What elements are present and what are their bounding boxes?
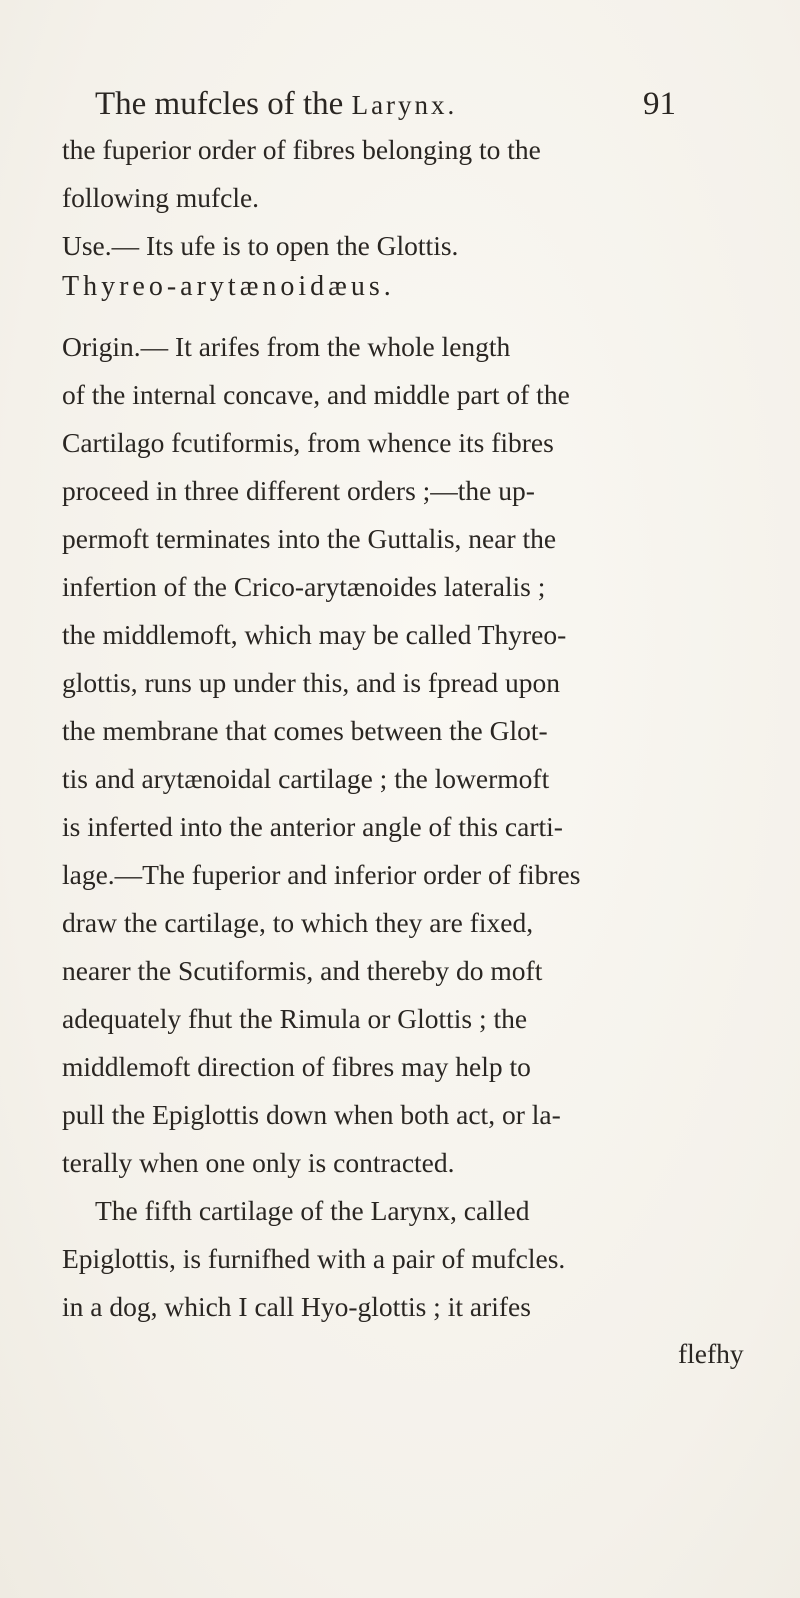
catchword: flefhy xyxy=(678,1338,744,1369)
text-line-3: Use.— Its ufe is to open the Glottis. xyxy=(62,230,459,261)
text-line-5: of the internal concave, and middle part of the xyxy=(62,379,570,410)
text-line-17: nearer the Scutiformis, and thereby do moft xyxy=(62,955,543,986)
text-line-16: draw the cartilage, to which they are fixed, xyxy=(62,907,534,938)
text-line-2: following mufcle. xyxy=(62,182,260,213)
section-heading: Thyreo-arytænoidæus. xyxy=(62,271,395,302)
text-line-14: is inferted into the anterior angle of this carti- xyxy=(62,811,563,842)
text-line-15: lage.—The fuperior and inferior order of fibres xyxy=(62,859,581,890)
text-line-19: middlemoft direction of fibres may help to xyxy=(62,1051,531,1082)
text-line-4: Origin.— It arifes from the whole length xyxy=(62,331,511,362)
text-line-21: terally when one only is contracted. xyxy=(62,1147,455,1178)
text-line-13: tis and arytænoidal cartilage ; the lowermoft xyxy=(62,763,550,794)
running-header xyxy=(95,84,695,125)
text-line-6: Cartilago fcutiformis, from whence its fibres xyxy=(62,427,554,458)
text-line-23: Epiglottis, is furnifhed with a pair of mufcles. xyxy=(62,1243,566,1274)
text-line-1: the fuperior order of fibres belonging to the xyxy=(62,134,541,165)
text-line-22: The fifth cartilage of the Larynx, called xyxy=(95,1195,530,1226)
page-number: 91 xyxy=(643,86,676,122)
text-line-12: the membrane that comes between the Glot- xyxy=(62,715,548,746)
running-title: The mufcles of the xyxy=(95,86,344,122)
text-line-10: the middlemoft, which may be called Thyreo- xyxy=(62,619,567,650)
text-line-18: adequately fhut the Rimula or Glottis ; the xyxy=(62,1003,528,1034)
text-line-9: infertion of the Crico-arytænoides lateralis ; xyxy=(62,571,546,602)
text-line-11: glottis, runs up under this, and is fpread upon xyxy=(62,667,560,698)
running-title-larynx: Larynx. xyxy=(351,90,458,120)
text-line-7: proceed in three different orders ;—the up- xyxy=(62,475,535,506)
text-line-20: pull the Epiglottis down when both act, or la- xyxy=(62,1099,561,1130)
text-line-24: in a dog, which I call Hyo-glottis ; it arifes xyxy=(62,1291,531,1322)
text-line-8: permoft terminates into the Guttalis, near the xyxy=(62,523,557,554)
